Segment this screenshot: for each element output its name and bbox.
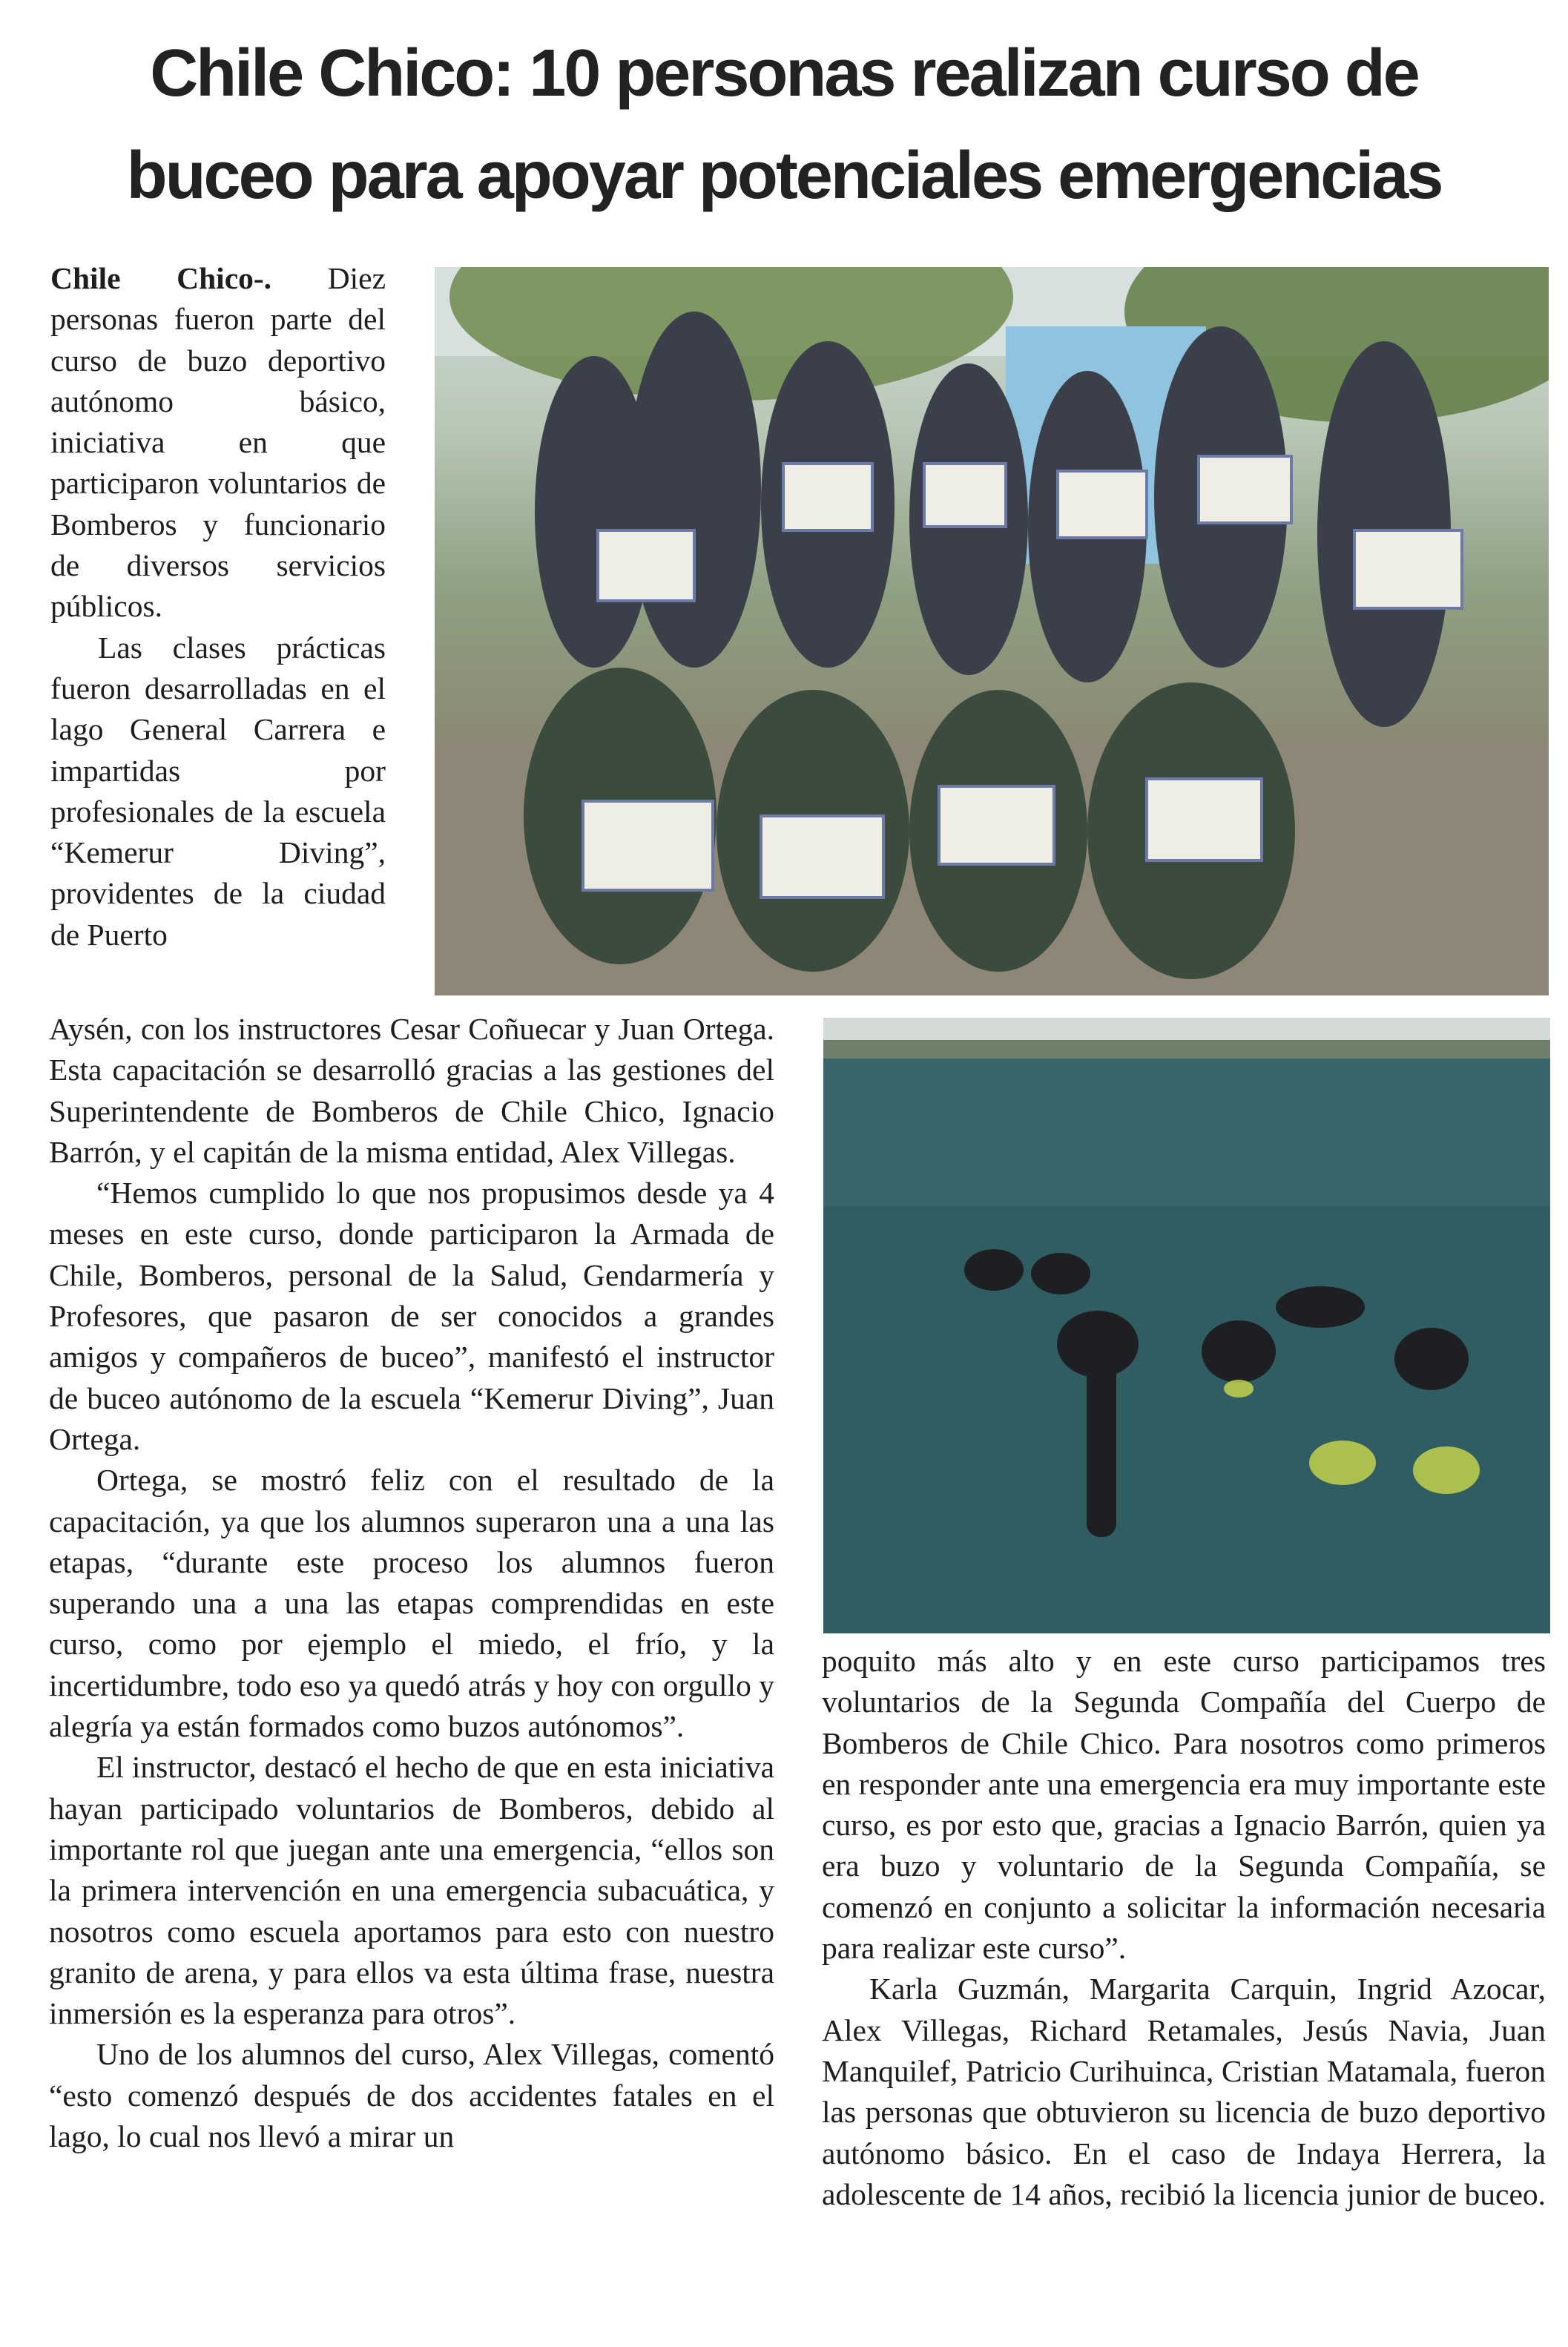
paragraph-graduates: Karla Guzmán, Margarita Carquin, Ingrid Azocar, Alex Villegas, Richard Retamales, Jesús Navia, Juan Manquilef, Patricio Curihuinca, Cristian Matamala, fueron las personas que obtuvieron su licencia de buzo deportivo autónomo básico. En el caso de Indaya Herrera, la adolescente de 14 años, recibió la licencia junior de buceo. — [822, 1972, 1546, 2211]
narrow-column — [50, 258, 386, 955]
paragraph-practice: Las clases prácticas fueron desarrolladas en el lago General Carrera e impartidas por profesionales de la escuela “Kemerur Diving”, providentes de la ciudad de Puerto — [50, 630, 386, 952]
intro-text: Diez personas fueron parte del curso de buzo deportivo autónomo básico, iniciativa en que participaron voluntarios de Bomberos y funcionario de diversos servicios públicos. — [50, 261, 386, 624]
divers-photo — [823, 1018, 1550, 1633]
paragraph-quote-ortega: “Hemos cumplido lo que nos propusimos desde ya 4 meses en este curso, donde participaron la Armada de Chile, Bomberos, personal de la Salud, Gendarmería y Profesores, que pasaron de ser conocidos a grandes amigos y compañeros de buceo”, manifestó el instructor de buceo autónomo de la escuela “Kemerur Diving”, Juan Ortega. — [49, 1176, 774, 1456]
group-photo — [435, 267, 1549, 995]
headline-line-1: Chile Chico: 10 personas realizan curso de — [150, 36, 1418, 111]
divers-photo-icon — [823, 1018, 1550, 1633]
headline-line-2: buceo para apoyar potenciales emergencias — [126, 139, 1442, 213]
paragraph-instructors: Aysén, con los instructores Cesar Coñuecar y Juan Ortega. Esta capacitación se desarrolló gracias a las gestiones del Superintendente de Bomberos de Chile Chico, Ignacio Barrón, y el capitán de la misma entidad, Alex Villegas. — [49, 1012, 774, 1169]
right-column — [822, 1641, 1546, 2215]
left-column — [49, 1009, 774, 2157]
dateline: Chile Chico-. — [50, 261, 272, 295]
paragraph-intro — [50, 258, 386, 628]
group-photo-icon — [435, 267, 1549, 995]
paragraph-villegas-cont: poquito más alto y en este curso participamos tres voluntarios de la Segunda Compañía del Cuerpo de Bomberos de Chile Chico. Para nosotros como primeros en responder ante una emergencia era muy importante este curso, es por esto que, gracias a Ignacio Barrón, quien ya era buzo y voluntario de la Segunda Compañía, se comenzó en conjunto a solicitar la información necesaria para realizar este curso”. — [822, 1644, 1546, 1966]
paragraph-bomberos: El instructor, destacó el hecho de que en esta iniciativa hayan participado voluntarios de Bomberos, debido al importante rol que juegan ante una emergencia, “ellos son la primera intervención en una emergencia subacuática, y nosotros como escuela aportamos para esto con nuestro granito de arena, y para ellos va esta última frase, nuestra inmersión es la esperanza para otros”. — [49, 1750, 774, 2031]
headline — [0, 22, 1568, 227]
paragraph-results: Ortega, se mostró feliz con el resultado de la capacitación, ya que los alumnos superaron una a una las etapas, “durante este proceso los alumnos fueron superando una a una las etapas comprendidas en este curso, como por ejemplo el miedo, el frío, y la incertidumbre, todo eso ya quedó atrás y hoy con orgullo y alegría ya están formados como buzos autónomos”. — [49, 1463, 774, 1744]
paragraph-villegas: Uno de los alumnos del curso, Alex Villegas, comentó “esto comenzó después de dos accidentes fatales en el lago, lo cual nos llevó a mirar un — [49, 2037, 774, 2154]
